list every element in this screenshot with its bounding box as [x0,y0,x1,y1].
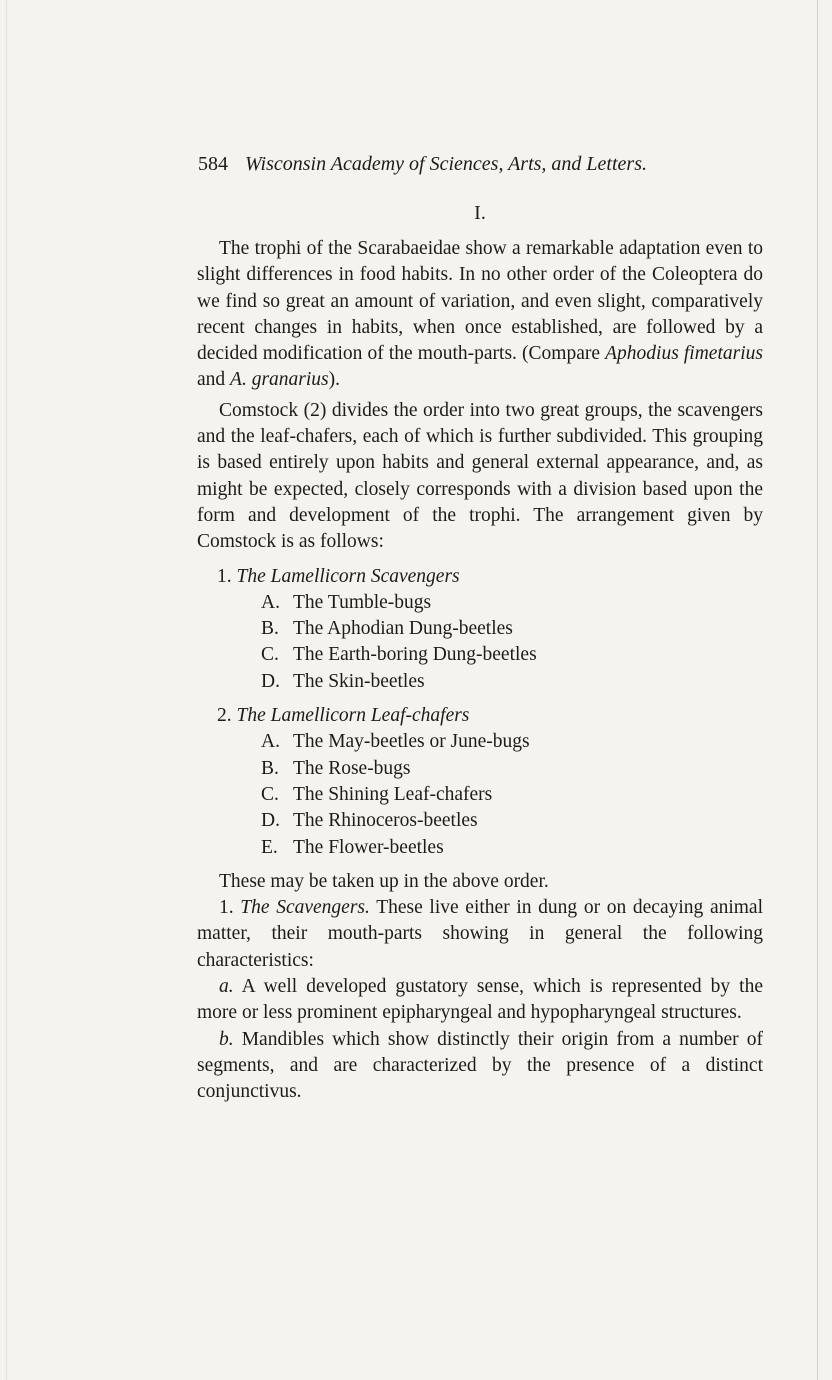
item-letter: A. [261,731,280,753]
paragraph-2: Comstock (2) divides the order into two great groups, the scavengers and the leaf-chafers, each of which is further subdivided. This grouping is based entirely upon habits and general external appearance, and, as might be expected, closely corresponds with a division based upon the form and development of the trophi. The arrangement given by Comstock is as follows: [197,399,763,553]
item-text: The Shining Leaf-chafers [293,783,493,805]
paragraph-6-text: Mandibles which show distinctly their origin from a number of segments, and are characterized by the presence of a distinct conjunctivus. [197,1028,763,1103]
item-text: The Earth-boring Dung-beetles [293,644,537,666]
list-item [197,756,763,782]
item-letter: B. [261,618,279,640]
paragraph-5-text: A well developed gustatory sense, which is represented by the more or less prominent epipharyngeal and hypopharyngeal structures. [197,976,763,1024]
list-group-1 [197,564,763,695]
group-title [197,564,763,590]
paragraph-5 [197,974,763,1027]
item-text: The Aphodian Dung-beetles [293,618,513,640]
species-name: A. granarius [230,369,329,391]
group-name: The Lamellicorn Leaf-chafers [236,705,470,727]
paragraph-3: These may be taken up in the above order. [219,870,549,892]
page-edge-right [817,0,818,1380]
paragraph-1-text: The trophi of the Scarabaeidae show a remarkable adaptation even to slight differences in food habits. In no other order of the Coleoptera do we find so great an amount of variation, and even slight, comparatively recent changes in habits, when once established, are followed by a decided modification of the mouth-parts. (Compare [197,238,763,365]
paragraph-4-text: These live either in dung or on decaying animal matter, their mouth-parts showing in general the following characteristics: [197,897,764,971]
point-letter: a. [219,976,234,998]
list-item [197,616,763,642]
list-item [197,835,763,861]
item-letter: C. [261,783,279,805]
running-header [198,150,718,178]
item-letter: D. [261,810,280,832]
paragraph-1-end: ). [328,369,341,391]
group-title [197,703,763,729]
paragraph-1 [197,236,763,394]
classification-list [197,564,763,861]
item-text: The May-beetles or June-bugs [293,731,530,753]
item-letter: D. [261,670,280,692]
conjunction: and [197,369,231,391]
item-text: The Rose-bugs [293,757,411,779]
item-letter: A. [261,591,280,613]
group-name: The Lamellicorn Scavengers [236,565,460,587]
species-name: Aphodius fimetarius [605,343,763,365]
paragraph-6 [197,1027,763,1106]
item-text: The Skin-beetles [293,670,425,692]
list-item [197,590,763,616]
item-letter: E. [261,836,278,858]
list-item [197,782,763,808]
item-letter: C. [261,644,279,666]
list-group-2 [197,703,763,861]
list-item [197,642,763,668]
paragraph-4 [197,895,763,974]
page-edge-left [6,0,7,1380]
section-heading: I. [474,202,486,224]
item-text: The Tumble-bugs [293,591,432,613]
item-text: The Flower-beetles [293,836,444,858]
list-item [197,729,763,755]
group-number: 2. [217,705,232,727]
group-number: 1. [217,565,232,587]
list-item [197,669,763,695]
section-number: 1. [219,897,241,919]
page-number: 584 [198,153,228,175]
list-item [197,808,763,834]
section-title: The Scavengers. [240,897,370,919]
point-letter: b. [219,1028,234,1050]
item-letter: B. [261,757,279,779]
page-body [197,200,763,1106]
item-text: The Rhinoceros-beetles [293,810,478,832]
running-title: Wisconsin Academy of Sciences, Arts, and Letters. [245,153,647,175]
